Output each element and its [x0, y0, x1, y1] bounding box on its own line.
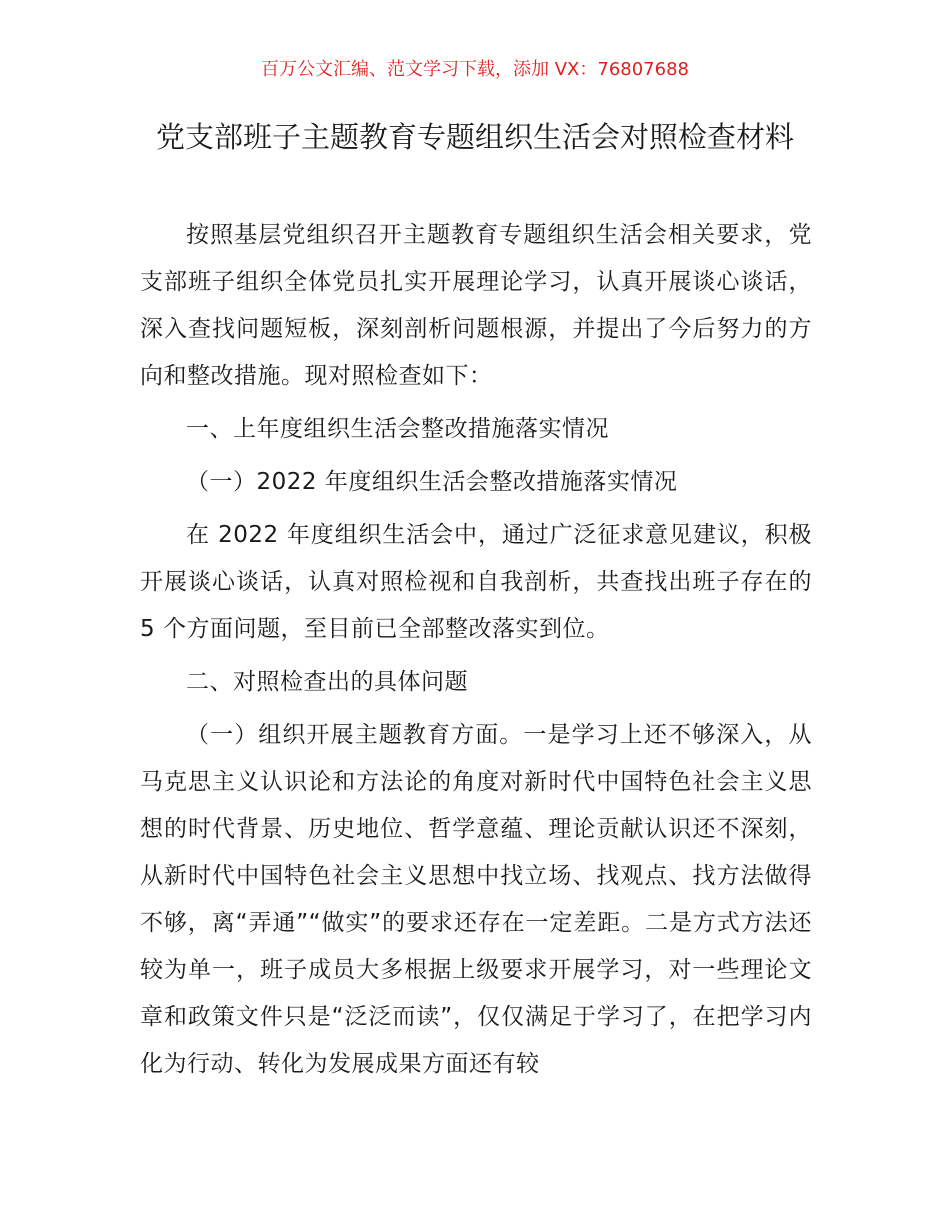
paragraph-2022-rectification: 在 2022 年度组织生活会中，通过广泛征求意见建议，积极开展谈心谈话，认真对照检视和自我剖析，共查找出班子存在的 5 个方面问题，至目前已全部整改落实到位。 — [140, 522, 812, 642]
document-title: 党支部班子主题教育专题组织生活会对照检查材料 — [155, 120, 794, 154]
section-heading-2: 二、对照检查出的具体问题 — [186, 669, 468, 695]
subsection-heading-1-1: （一）2022 年度组织生活会整改措施落实情况 — [186, 469, 678, 495]
paragraph-problems-theme-education: （一）组织开展主题教育方面。一是学习上还不够深入，从马克思主义认识论和方法论的角度对新时代中国特色社会主义思想的时代背景、历史地位、哲学意蕴、理论贡献认识还不深刻，从新时代中国特色社会主义思想中找立场、找观点、找方法做得不够，离“弄通”“做实”的要求还存在一定差距。二是方式方法还较为单一，班子成员大多根据上级要求开展学习，对一些理论文章和政策文件只是“泛泛而读”，仅仅满足于学习了，在把学习内化为行动、转化为发展成果方面还有较 — [140, 722, 812, 1077]
intro-paragraph: 按照基层党组织召开主题教育专题组织生活会相关要求，党支部班子组织全体党员扎实开展理论学习，认真开展谈心谈话，深入查找问题短板，深刻剖析问题根源，并提出了今后努力的方向和整改措施。现对照检查如下： — [140, 222, 812, 389]
document-body — [140, 212, 812, 1088]
header-watermark-note: 百万公文汇编、范文学习下载，添加 VX：76807688 — [261, 59, 689, 80]
section-heading-1: 一、上年度组织生活会整改措施落实情况 — [186, 416, 609, 442]
